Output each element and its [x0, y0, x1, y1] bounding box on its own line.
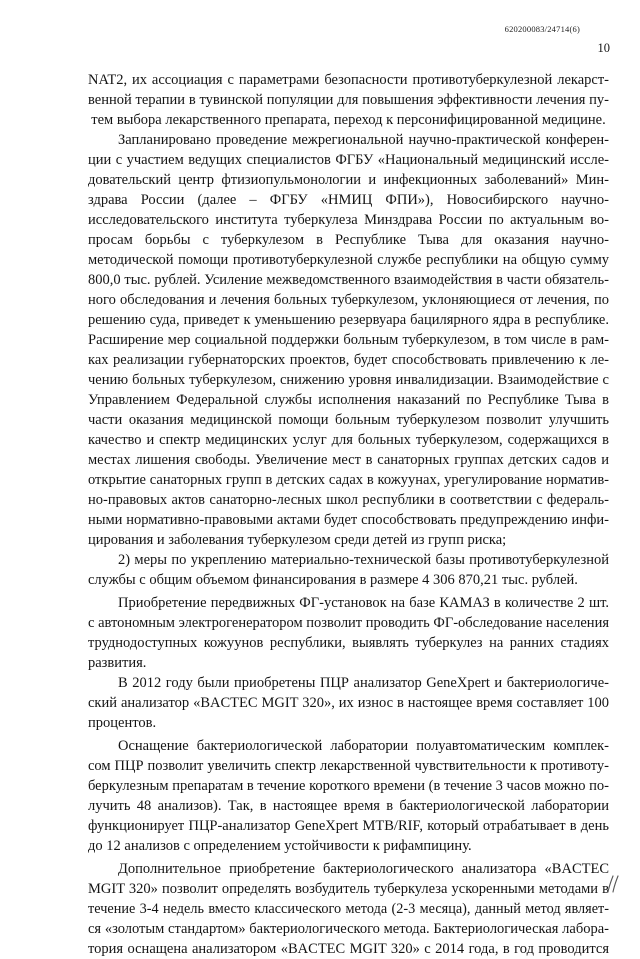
text-line: 2) меры по укреплению материально-технической базы противотуберкулезной — [118, 552, 609, 568]
handwritten-mark-icon — [603, 874, 621, 894]
text-line: просам борьбы с туберкулезом в Республике Тыва для оказания научно- — [88, 232, 609, 248]
text-line: ский анализатор «BACTEC MGIT 320», их износ в настоящее время составляет 100 — [88, 695, 609, 711]
text-line: развития. — [88, 655, 147, 671]
text-line: MGIT 320» позволит определять возбудитель туберкулеза ускоренными методами в — [88, 881, 609, 897]
text-line: местах лишения свободы. Увеличение мест в санаторных группах детских садов и — [88, 452, 609, 468]
text-line: процентов. — [88, 715, 157, 731]
text-line: ках реализации губернаторских проектов, будет способствовать привлечению к ле- — [88, 352, 609, 368]
text-line: Запланировано проведение межрегиональной научно-практической конферен- — [118, 132, 609, 148]
text-line: с автономным электрогенератором позволит проводить ФГ-обследование населения — [88, 615, 609, 631]
paragraph — [88, 550, 609, 590]
text-line: ного обследования и лечения больных туберкулезом, уклоняющиеся от лечения, по — [88, 292, 609, 308]
text-line: венной терапии в тувинской популяции для повышения эффективности лечения пу- — [88, 92, 609, 108]
text-line: ными нормативно-правовыми актами будет способствовать предупреждению инфи- — [88, 512, 609, 528]
document-id: 620200083/24714(6) — [504, 24, 580, 34]
paragraph — [88, 593, 609, 673]
text-line: Приобретение передвижных ФГ-установок на базе КАМАЗ в количестве 2 шт. — [118, 595, 609, 611]
text-line: тем выбора лекарственного препарата, переход к персонифицированной медицине. — [91, 112, 606, 128]
text-line: лучить 48 анализов). Так, в настоящее время в бактериологической лаборатории — [88, 798, 609, 814]
text-line: 800,0 тыс. рублей. Усиление межведомственного взаимодействия в части обязатель- — [88, 272, 609, 288]
text-line: цирования и заболевания туберкулезом среди детей из групп риска; — [88, 532, 507, 548]
paragraph — [88, 673, 609, 733]
text-line: здрава России (далее – ФГБУ «НМИЦ ФПИ»), Новосибирского научно- — [88, 192, 609, 208]
page-number: 10 — [597, 41, 610, 55]
text-line: чению больных туберкулезом, снижению уровня инвалидизации. Взаимодействие с — [88, 372, 609, 388]
text-line: решению суда, приведет к уменьшению резервуара бацилярного ядра в республике. — [88, 312, 609, 328]
text-line: части оказания медицинской помощи больным туберкулезом позволит улучшить — [88, 412, 609, 428]
text-line: Дополнительное приобретение бактериологического анализатора «BACTEC — [118, 861, 609, 877]
text-line: NAT2, их ассоциация с параметрами безопасности противотуберкулезной лекарст- — [88, 72, 609, 88]
text-line: Расширение мер социальной поддержки больным туберкулезом, в том числе в рам- — [88, 332, 609, 348]
text-line: службы с общим объемом финансирования в размере 4 306 870,21 тыс. рублей. — [88, 572, 578, 588]
text-line: ся «золотым стандартом» бактериологического метода. Бактериологическая лабора- — [88, 921, 609, 937]
text-line: открытие санаторных групп в детских садах в кожуунах, урегулирование норматив- — [88, 472, 609, 488]
text-line: сом ПЦР позволит увеличить спектр лекарственной чувствительности к противоту- — [88, 758, 609, 774]
text-line: но-правовых актов санаторно-лесных школ республики в соответствии с федераль- — [88, 492, 609, 508]
text-line: ции с участием ведущих специалистов ФГБУ «Национальный медицинский иссле- — [88, 152, 609, 168]
text-line: функционирует ПЦР-анализатор GeneXpert MTB/RIF, который отрабатывает в день — [88, 818, 609, 834]
text-line: довательский центр фтизиопульмонологии и инфекционных заболеваний» Мин- — [88, 172, 609, 188]
text-line: труднодоступных кожуунов республики, выявлять туберкулез на ранних стадиях — [88, 635, 609, 651]
text-line: до 12 анализов с определением устойчивости к рифампицину. — [88, 838, 472, 854]
paragraph — [88, 130, 609, 550]
text-line: исследовательского института туберкулеза Минздрава России по актуальным во- — [88, 212, 609, 228]
text-line: беркулезным препаратам в течение короткого времени (в течение 3 часов можно по- — [88, 778, 609, 794]
paragraph — [88, 70, 609, 130]
document-body — [88, 70, 609, 959]
text-line: методической помощи противотуберкулезной службе республики на общую сумму — [88, 252, 609, 268]
text-line: Оснащение бактериологической лаборатории полуавтоматическим комплек- — [118, 738, 609, 754]
text-line: качество и спектр медицинских услуг для больных туберкулезом, содержащихся в — [88, 432, 609, 448]
text-line: тория оснащена анализатором «BACTEC MGIT 320» с 2014 года, в год проводится — [88, 941, 609, 957]
paragraph — [88, 736, 609, 856]
text-line: течение 3-4 недель вместо классического метода (2-3 месяца), данный метод являет- — [88, 901, 609, 917]
paragraph — [88, 859, 609, 959]
text-line: В 2012 году были приобретены ПЦР анализатор GeneXpert и бактериологиче- — [118, 675, 609, 691]
text-line: Управлением Федеральной службы исполнения наказаний по Республике Тыва в — [88, 392, 609, 408]
